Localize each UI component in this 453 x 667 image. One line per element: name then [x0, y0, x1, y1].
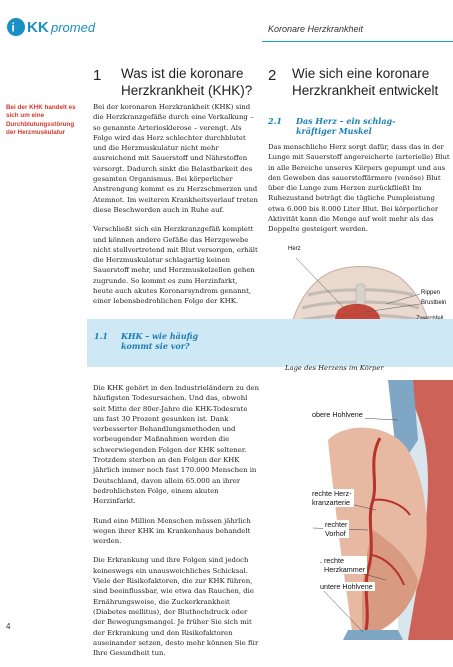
- label-rca-line1: rechte Herz-: [312, 489, 352, 498]
- label-atrium-line2: Vorhof: [325, 529, 346, 538]
- section2-number: 2: [268, 67, 277, 84]
- subsection11-number: 1.1: [94, 331, 108, 341]
- sidebar-note: Bei der KHK handelt es sich um eine Durchblutungsstörung der Herzmuskulatur: [6, 104, 76, 136]
- label-right-ventricle: [322, 556, 367, 574]
- subsection11-title-line2: kommt sie vor?: [121, 341, 190, 351]
- subsection21-body: [268, 142, 450, 244]
- label-superior-vena-cava: obere Hohlvene: [312, 410, 363, 419]
- heart-anatomy-illustration-icon: [268, 380, 453, 640]
- subsection11-para1: Die KHK gehört in den Industrieländern zu den häufigsten Todesursachen. Und das, obwohl seit Mitte der 80er-Jahre die KHK-Todesrate um fast 30 Prozent gesunken ist. Dank verbesserter Behandlungsmethoden und vorbeugender Maßnahmen werden die schwerwiegenden Folgen der KHK seltener. Trotzdem sterben an den Folgen der KHK jährlich immer noch fast 170.000 Menschen in Deutschland, davon allein 65.000 an ihrer bedrohlichsten Folge, einem akuten Herzinfarkt.: [93, 384, 260, 506]
- subsection21-title-line1: Das Herz – ein schlag-: [296, 116, 396, 126]
- running-title: Koronare Herzkrankheit: [268, 24, 364, 34]
- label-atrium-line1: rechter: [325, 520, 348, 529]
- subsection11-body: [93, 383, 259, 667]
- subsection21-number: 2.1: [268, 116, 282, 126]
- subsection11-heading: [94, 331, 199, 351]
- label-sternum: Brustbein: [421, 300, 447, 306]
- svg-text:promed: promed: [51, 20, 96, 35]
- label-rca-line2: kranzarterie: [312, 498, 350, 507]
- page-number: 4: [6, 622, 11, 631]
- label-ribs: Rippen: [421, 290, 441, 296]
- label-right-coronary-artery: [310, 489, 354, 507]
- section1-title-line2: Herzkrankheit (KHK)?: [121, 83, 253, 98]
- section1-title-line1: Was ist die koronare: [121, 66, 244, 81]
- svg-text:i: i: [11, 20, 15, 35]
- section2-title: [292, 65, 438, 99]
- figure1-caption: Lage des Herzens im Körper: [285, 364, 384, 372]
- label-inferior-vena-cava: untere Hohlvene: [320, 582, 373, 591]
- figure-heart-anatomy: [268, 380, 453, 640]
- svg-text:KK: KK: [27, 19, 49, 36]
- section1-para1: Bei der koronaren Herzkrankheit (KHK) sind die Herzkranzgefäße durch eine Verkalkung – so genannte Arteriosklerose – verengt. Als Folge wird das Herz schlechter durchblutet und die Herzmuskulatur nicht mehr ausreichend mit Sauerstoff und Nährstoffen versorgt. Dadurch sinkt die Belastbarkeit des gesamten Organismus. Bei körperlicher Anstrengung kommt es zu Herzschmerzen und Atemnot. Im weiteren Krankheitsverlauf treten diese Beschwerden auch in Ruhe auf.: [93, 103, 258, 214]
- label-ventricle-line2: Herzkammer: [324, 565, 366, 574]
- ikk-promed-logo: [6, 12, 98, 42]
- label-right-atrium: [323, 520, 349, 538]
- subsection21-title: [296, 116, 395, 136]
- subsection21-heading: [268, 116, 396, 136]
- subsection11-para3: Die Erkrankung und ihre Folgen sind jedoch keineswegs ein unausweichliches Schicksal. Viele der Risikofaktoren, die zur KHK führen, sind beeinflussbar, wie etwa das Rauchen, die Ernährungsweise, die Zuckerkrankheit (Diabetes mellitus), der Bluthochdruck oder der Bewegungsmangel. Je früher Sie sich mit der Erkrankung und den Risikofaktoren auseinander setzen, desto mehr können Sie für Ihre Gesundheit tun.: [93, 556, 259, 658]
- label-heart: Herz: [288, 246, 301, 252]
- section2-title-line2: Herzkrankheit entwickelt: [292, 83, 439, 98]
- header-rule: [262, 41, 453, 42]
- subsection21-title-line2: kräftiger Muskel: [296, 126, 372, 136]
- section2-title-line1: Wie sich eine koronare: [292, 66, 430, 81]
- section1-number: 1: [93, 67, 102, 84]
- subsection11-para2: Rund eine Million Menschen müssen jährlich wegen ihrer KHK im Krankenhaus behandelt werden.: [93, 516, 251, 546]
- section1-title: [121, 65, 252, 99]
- subsection21-para1: Das menschliche Herz sorgt dafür, dass das in der Lunge mit Sauerstoff angereicherte (arterielle) Blut in alle Bereiche unseres Körpers gepumpt und aus den Geweben das sauerstoffärmere (venöse) Blut über die Lunge zum Herzen zurückfließt Im Ruhezustand beträgt die tägliche Pumpleistung etwa 6.000 bis 8.000 Liter Blut. Bei körperlicher Aktivität kann die Menge auf weit mehr als das Doppelte gesteigert werden.: [268, 143, 450, 234]
- section1-body: [93, 102, 259, 316]
- logo-mark-icon: [6, 12, 98, 42]
- subsection11-title: [121, 331, 198, 351]
- label-ventricle-line1: rechte: [324, 556, 344, 565]
- section1-para2: Verschließt sich ein Herzkranzgefäß komplett und können andere Gefäße das Herzgewebe nicht stellvertretend mit Blut versorgen, erhält die Herzmuskulatur schlagartig keinen Sauerstoff mehr, und Herzmuskelzellen gehen zugrunde. So kommt es zum Herzinfarkt, heute auch akutes Koronarsyndrom genannt, einer lebensbedrohlichen Folge der KHK.: [93, 225, 258, 306]
- subsection11-title-line1: KHK – wie häufig: [121, 331, 199, 341]
